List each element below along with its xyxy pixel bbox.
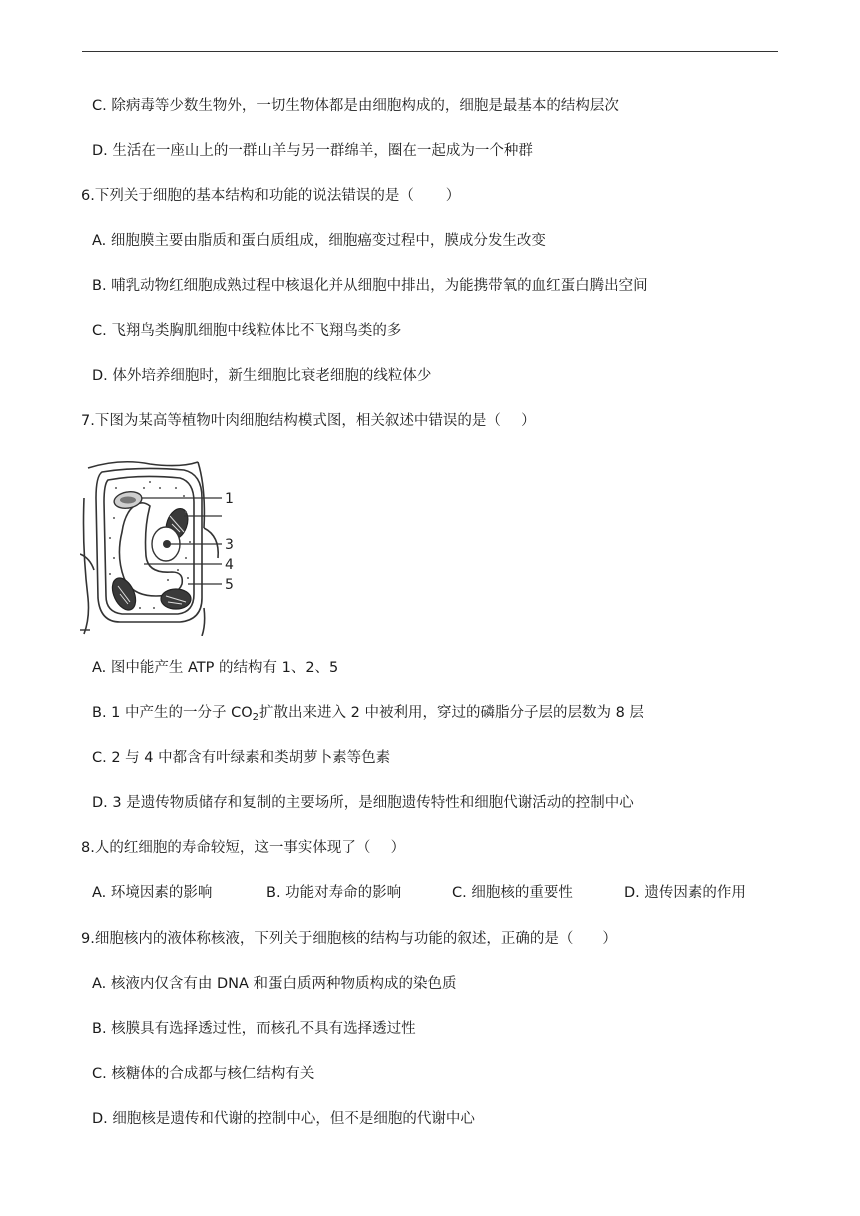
figure-label-1: 1	[225, 491, 234, 507]
q6-option-a[interactable]: A. 细胞膜主要由脂质和蛋白质组成，细胞癌变过程中，膜成分发生改变	[92, 233, 546, 249]
q9-option-b[interactable]: B. 核膜具有选择透过性，而核孔不具有选择透过性	[92, 1021, 416, 1037]
q8-option-b[interactable]: B. 功能对寿命的影响	[266, 885, 402, 901]
q6-stem-text: 6.下列关于细胞的基本结构和功能的说法错误的是（	[81, 188, 414, 204]
q5-option-c[interactable]: C. 除病毒等少数生物外，一切生物体都是由细胞构成的，细胞是最基本的结构层次	[92, 98, 619, 114]
q7-option-b-post: 扩散出来进入 2 中被利用，穿过的磷脂分子层的层数为 8 层	[259, 705, 644, 721]
q6-stem-close: ）	[445, 188, 461, 204]
q9-option-a[interactable]: A. 核液内仅含有由 DNA 和蛋白质两种物质构成的染色质	[92, 976, 457, 992]
q6-stem	[81, 186, 460, 206]
q5-option-d[interactable]: D. 生活在一座山上的一群山羊与另一群绵羊，圈在一起成为一个种群	[92, 143, 533, 159]
plant-cell-svg	[80, 458, 250, 636]
q7-option-b-pre: B. 1 中产生的一分子 CO	[92, 705, 253, 721]
q8-stem-text: 8.人的红细胞的寿命较短，这一事实体现了（	[81, 840, 371, 856]
q7-option-b[interactable]	[92, 703, 644, 723]
q9-stem	[81, 929, 617, 949]
q8-option-d[interactable]: D. 遗传因素的作用	[624, 885, 746, 901]
plant-cell-diagram	[80, 458, 250, 636]
q8-stem-close: ）	[390, 840, 406, 856]
q9-stem-close: ）	[602, 931, 617, 947]
header-rule	[82, 51, 778, 52]
q7-option-a[interactable]: A. 图中能产生 ATP 的结构有 1、2、5	[92, 660, 339, 676]
q7-option-c[interactable]: C. 2 与 4 中都含有叶绿素和类胡萝卜素等色素	[92, 750, 391, 766]
q6-option-b[interactable]: B. 哺乳动物红细胞成熟过程中核退化并从细胞中排出，为能携带氧的血红蛋白腾出空间	[92, 278, 648, 294]
q8-option-c[interactable]: C. 细胞核的重要性	[452, 885, 573, 901]
q7-stem	[81, 411, 536, 431]
q9-option-c[interactable]: C. 核糖体的合成都与核仁结构有关	[92, 1066, 315, 1082]
q6-option-d[interactable]: D. 体外培养细胞时，新生细胞比衰老细胞的线粒体少	[92, 368, 432, 384]
figure-label-5: 5	[225, 577, 234, 593]
q6-option-c[interactable]: C. 飞翔鸟类胸肌细胞中线粒体比不飞翔鸟类的多	[92, 323, 402, 339]
q9-stem-text: 9.细胞核内的液体称核液，下列关于细胞核的结构与功能的叙述，正确的是（	[81, 931, 574, 947]
q9-option-d[interactable]: D. 细胞核是遗传和代谢的控制中心，但不是细胞的代谢中心	[92, 1111, 475, 1127]
figure-label-4: 4	[225, 557, 234, 573]
figure-label-3: 3	[225, 537, 234, 553]
q7-stem-text: 7.下图为某高等植物叶肉细胞结构模式图，相关叙述中错误的是（	[81, 413, 501, 429]
q7-option-d[interactable]: D. 3 是遗传物质储存和复制的主要场所，是细胞遗传特性和细胞代谢活动的控制中心	[92, 795, 634, 811]
q8-stem	[81, 838, 405, 858]
q7-option-b-sub: 2	[252, 712, 260, 723]
q8-option-a[interactable]: A. 环境因素的影响	[92, 885, 213, 901]
q7-stem-close: ）	[521, 413, 536, 429]
